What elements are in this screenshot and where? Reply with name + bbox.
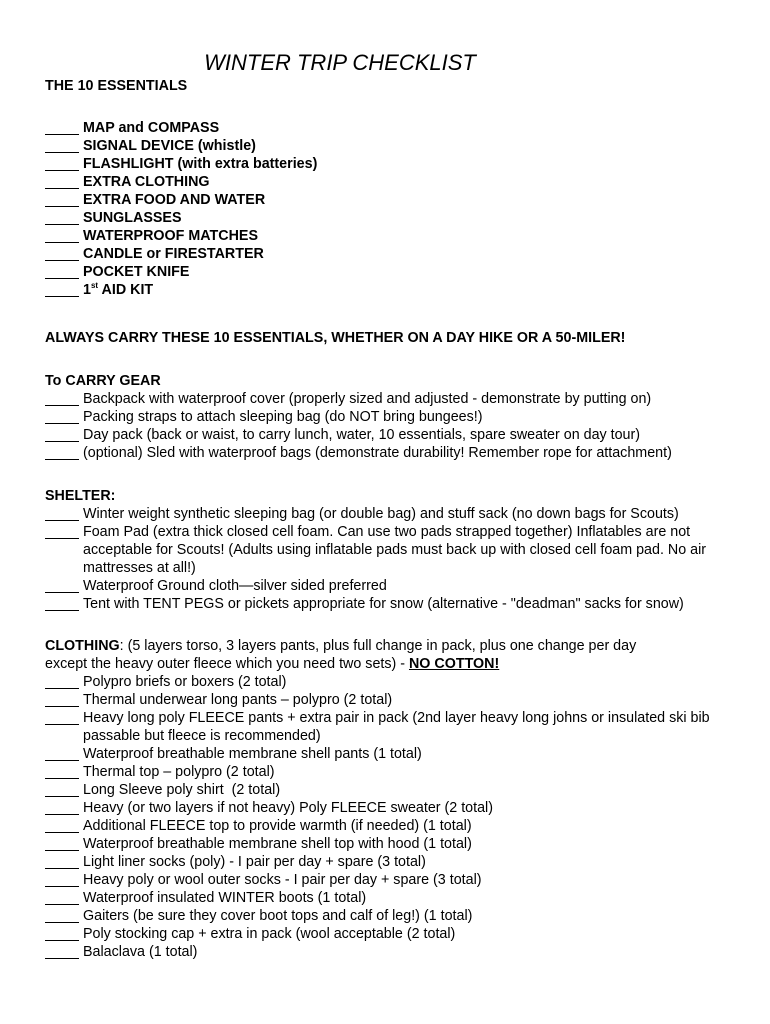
clothing-heading: CLOTHING: [45, 638, 120, 654]
document-title: WINTER TRIP CHECKLIST: [204, 50, 476, 75]
essentials-heading: THE 10 ESSENTIALS: [45, 78, 188, 94]
checklist-item: Heavy poly or wool outer socks - I pair per day + spare (3 total): [45, 871, 735, 889]
checkbox-blank[interactable]: [45, 856, 79, 869]
checklist-item: Waterproof breathable membrane shell top with hood (1 total): [45, 835, 735, 853]
checklist-item: WATERPROOF MATCHES: [45, 227, 735, 245]
no-cotton-warning: NO COTTON!: [408, 656, 500, 672]
checkbox-blank[interactable]: [45, 928, 79, 941]
checklist-item: MAP and COMPASS: [45, 119, 735, 137]
checkbox-blank[interactable]: [45, 447, 79, 460]
checkbox-blank[interactable]: [45, 230, 79, 243]
checkbox-blank[interactable]: [45, 266, 79, 279]
checklist-item: Waterproof breathable membrane shell pants (1 total): [45, 745, 735, 763]
checkbox-blank[interactable]: [45, 508, 79, 521]
checkbox-blank[interactable]: [45, 820, 79, 833]
checklist-item: EXTRA CLOTHING: [45, 173, 735, 191]
checklist-item: Light liner socks (poly) - I pair per day + spare (3 total): [45, 853, 735, 871]
checkbox-blank[interactable]: [45, 874, 79, 887]
checklist-item: Thermal top – polypro (2 total): [45, 763, 735, 781]
checkbox-blank[interactable]: [45, 122, 79, 135]
checklist-item: Polypro briefs or boxers (2 total): [45, 673, 735, 691]
checkbox-blank[interactable]: [45, 140, 79, 153]
checklist-item: SIGNAL DEVICE (whistle): [45, 137, 735, 155]
checkbox-blank[interactable]: [45, 694, 79, 707]
checklist-item: 1st AID KIT: [45, 281, 735, 299]
checklist-item: Foam Pad (extra thick closed cell foam. Can use two pads strapped together) Inflatables are not acceptable for Scouts! (Adults using inflatable pads must back up with closed cell foam pad. No air mattresses at all!): [45, 523, 735, 577]
essentials-reminder: ALWAYS CARRY THESE 10 ESSENTIALS, WHETHER ON A DAY HIKE OR A 50-MILER!: [45, 330, 626, 346]
clothing-intro: CLOTHING: (5 layers torso, 3 layers pants, plus full change in pack, plus one change per day: [45, 638, 637, 654]
checkbox-blank[interactable]: [45, 194, 79, 207]
shelter-heading: SHELTER:: [45, 488, 116, 504]
checklist-item: EXTRA FOOD AND WATER: [45, 191, 735, 209]
checklist-item: Waterproof Ground cloth—silver sided preferred: [45, 577, 735, 595]
checkbox-blank[interactable]: [45, 158, 79, 171]
checkbox-blank[interactable]: [45, 910, 79, 923]
checklist-item: CANDLE or FIRESTARTER: [45, 245, 735, 263]
checkbox-blank[interactable]: [45, 838, 79, 851]
checkbox-blank[interactable]: [45, 176, 79, 189]
checklist-item: Backpack with waterproof cover (properly sized and adjusted - demonstrate by putting on): [45, 390, 735, 408]
checklist-item: Tent with TENT PEGS or pickets appropriate for snow (alternative - "deadman" sacks for snow): [45, 595, 735, 613]
checklist-item: Balaclava (1 total): [45, 943, 735, 961]
checklist-item: (optional) Sled with waterproof bags (demonstrate durability! Remember rope for attachment): [45, 444, 735, 462]
checklist-item: Thermal underwear long pants – polypro (2 total): [45, 691, 735, 709]
checkbox-blank[interactable]: [45, 526, 79, 539]
checklist-item: Additional FLEECE top to provide warmth (if needed) (1 total): [45, 817, 735, 835]
checkbox-blank[interactable]: [45, 284, 79, 297]
checkbox-blank[interactable]: [45, 892, 79, 905]
checkbox-blank[interactable]: [45, 676, 79, 689]
checklist-item: Poly stocking cap + extra in pack (wool acceptable (2 total): [45, 925, 735, 943]
checkbox-blank[interactable]: [45, 212, 79, 225]
checklist-item: Long Sleeve poly shirt (2 total): [45, 781, 735, 799]
checkbox-blank[interactable]: [45, 946, 79, 959]
checkbox-blank[interactable]: [45, 580, 79, 593]
checklist-item: Day pack (back or waist, to carry lunch, water, 10 essentials, spare sweater on day tour): [45, 426, 735, 444]
checklist-item: FLASHLIGHT (with extra batteries): [45, 155, 735, 173]
checklist-item: SUNGLASSES: [45, 209, 735, 227]
checkbox-blank[interactable]: [45, 393, 79, 406]
checkbox-blank[interactable]: [45, 248, 79, 261]
checkbox-blank[interactable]: [45, 802, 79, 815]
clothing-intro-2: except the heavy outer fleece which you need two sets) - NO COTTON!: [45, 656, 500, 672]
checkbox-blank[interactable]: [45, 411, 79, 424]
checklist-item: Heavy long poly FLEECE pants + extra pair in pack (2nd layer heavy long johns or insulated ski bib passable but fleece is recommended): [45, 709, 735, 745]
checklist-item: Winter weight synthetic sleeping bag (or double bag) and stuff sack (no down bags for Scouts): [45, 505, 735, 523]
carry-gear-heading: To CARRY GEAR: [45, 373, 161, 389]
checklist-item: Packing straps to attach sleeping bag (do NOT bring bungees!): [45, 408, 735, 426]
checkbox-blank[interactable]: [45, 598, 79, 611]
checklist-item: Heavy (or two layers if not heavy) Poly FLEECE sweater (2 total): [45, 799, 735, 817]
checklist-item: Waterproof insulated WINTER boots (1 total): [45, 889, 735, 907]
checkbox-blank[interactable]: [45, 429, 79, 442]
checklist-item: POCKET KNIFE: [45, 263, 735, 281]
checkbox-blank[interactable]: [45, 748, 79, 761]
checkbox-blank[interactable]: [45, 784, 79, 797]
checkbox-blank[interactable]: [45, 712, 79, 725]
checkbox-blank[interactable]: [45, 766, 79, 779]
checklist-item: Gaiters (be sure they cover boot tops and calf of leg!) (1 total): [45, 907, 735, 925]
